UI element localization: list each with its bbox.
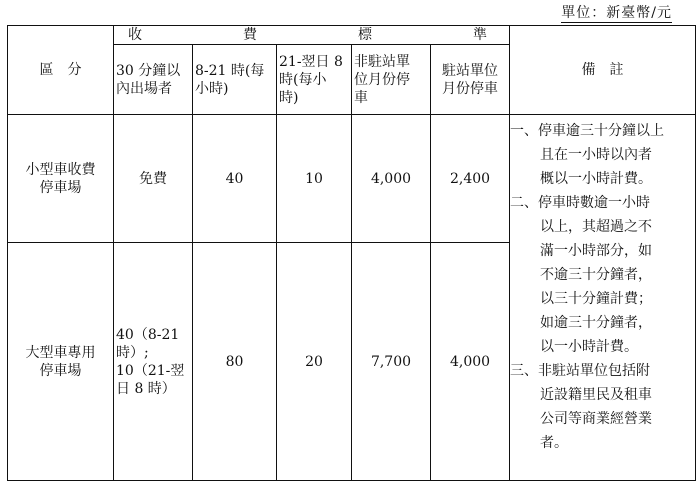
header-nonresident-monthly: 非駐站單 位月份停 車 [352,45,431,115]
header-resident-monthly: 駐站單位 月份停車 [431,45,510,115]
cell-nonresident-monthly: 4,000 [352,115,431,243]
remarks-cell [510,115,696,481]
header-zone: 區 分 [8,26,114,115]
fee-standard-char: 準 [473,27,487,43]
fee-standard-char: 收 [128,27,142,43]
row-zone-small: 小型車收費 停車場 [8,115,114,243]
cell-day-rate: 80 [193,243,277,481]
remark-item-1: 一、停車逾三十分鐘以上 [510,123,665,139]
parking-fee-table [7,25,696,481]
fee-standard-char: 標 [358,27,372,43]
cell-resident-monthly: 4,000 [431,243,510,481]
header-night-hourly: 21-翌日 8 時(每小 時) [277,45,352,115]
remark-item-3: 三、非駐站單位包括附 [510,363,651,379]
cell-resident-monthly: 2,400 [431,115,510,243]
row-zone-large: 大型車專用 停車場 [8,243,114,481]
cell-within-30: 40（8-21 時）; 10（21-翌 日 8 時） [114,243,193,481]
unit-label: 單位：新臺幣/元 [561,5,672,21]
remark-item-2: 二、停車時數逾一小時 [510,195,651,211]
header-fee-standard [114,26,510,45]
header-day-hourly: 8-21 時(每 小時) [193,45,277,115]
fee-standard-char: 費 [243,27,257,43]
header-remarks: 備 註 [510,26,696,115]
cell-nonresident-monthly: 7,700 [352,243,431,481]
header-within-30-minutes: 30 分鐘以 內出場者 [114,45,193,115]
cell-within-30: 免費 [114,115,193,243]
remarks-list: 一、停車逾三十分鐘以上 且在一小時以內者 概以一小時計費。 二、停車時數逾一小時 以上，其超過之不 滿一小時部分，如 不逾三十分鐘者， 以三十分鐘計費； 如逾三十分鐘者， 以一小時計費。 三、非駐站單位包括附 近設籍里民及租車 公司等商業經營業 者。 [510,119,691,455]
cell-night-rate: 20 [277,243,352,481]
cell-day-rate: 40 [193,115,277,243]
table-row [8,115,696,243]
cell-night-rate: 10 [277,115,352,243]
